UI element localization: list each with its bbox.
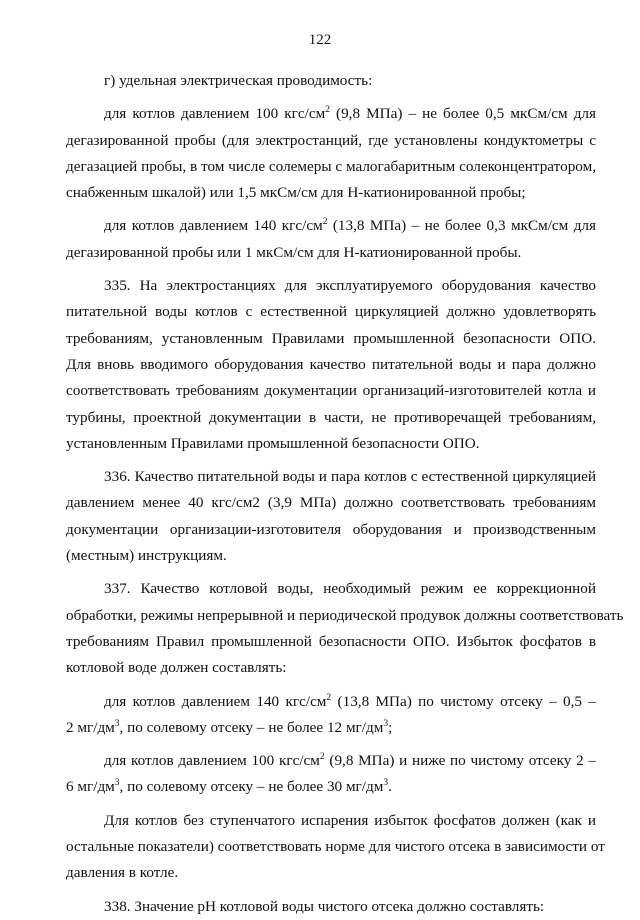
superscript: 2 (319, 752, 325, 763)
text-line (66, 715, 596, 741)
superscript: 3 (383, 778, 389, 789)
text-line: требованиям, установленным Правилами промышленной безопасности ОПО. (66, 329, 596, 347)
text-segment: для котлов давлением 140 кгс/см (104, 217, 323, 235)
text-line: питательной воды котлов с естественной циркуляцией должно удовлетворять (66, 303, 596, 321)
text-segment: для котлов давлением 100 кгс/см (104, 752, 320, 770)
superscript: 2 (322, 217, 328, 228)
text-line: дегазированной пробы или 1 мкСм/см для Н-катионированной пробы. (66, 243, 522, 261)
text-line: требованиям Правил промышленной безопасности ОПО. Избыток фосфатов в (66, 632, 596, 650)
text-line: турбины, проектной документации в части, не противоречащей требованиям, (66, 408, 596, 426)
text-line: 337. Качество котловой воды, необходимый режим ее коррекционной (104, 580, 596, 598)
superscript: 3 (114, 778, 120, 789)
text-line: дегазацией пробы, в том числе солемеры с малогабаритным солеконцентратором, (66, 157, 596, 175)
text-line: снабженным шкалой) или 1,5 мкСм/см для Н-катионированной пробы; (66, 184, 526, 202)
page-number: 122 (308, 32, 332, 48)
text-line: Для вновь вводимого оборудования качество питательной воды и пара должно (66, 355, 596, 373)
text-line: соответствовать требованиям документации организаций-изготовителей котла и (66, 382, 596, 400)
text-line: Для котлов без ступенчатого испарения избыток фосфатов должен (как и (104, 811, 596, 829)
text-segment: для котлов давлением 140 кгс/см (104, 692, 327, 710)
text-segment: 6 мг/дм (66, 778, 115, 796)
text-line: (местным) инструкциям. (66, 547, 227, 565)
text-line: обработки, режимы непрерывной и периодической продувок должны соответствовать (66, 606, 624, 624)
text-segment: (13,8 МПа) по чистому отсеку – 0,5 – (331, 692, 596, 710)
text-segment: для котлов давлением 100 кгс/см (104, 105, 326, 123)
text-line: остальные показатели) соответствовать норме для чистого отсека в зависимости от (66, 838, 605, 856)
text-line (66, 748, 596, 774)
text-line: котловой воде должен составлять: (66, 659, 287, 677)
text-segment: (9,8 МПа) и ниже по чистому отсеку 2 – (324, 752, 596, 770)
text-segment: 2 мг/дм (66, 718, 115, 736)
text-line (66, 101, 596, 127)
text-line: установленным Правилами промышленной безопасности ОПО. (66, 434, 480, 452)
text-line (66, 689, 596, 715)
text-segment: (9,8 МПа) – не более 0,5 мкСм/см для (329, 105, 596, 123)
text-line: г) удельная электрическая проводимость: (104, 72, 373, 89)
text-segment: , по солевому отсеку – не более 12 мг/дм (119, 718, 384, 736)
superscript: 3 (114, 718, 120, 729)
body-text (66, 68, 624, 920)
text-segment: (13,8 МПа) – не более 0,3 мкСм/см для (327, 217, 596, 235)
text-line: давлением менее 40 кгс/см2 (3,9 МПа) должно соответствовать требованиям (66, 494, 596, 512)
text-line: давления в котле. (66, 864, 179, 882)
text-line: 335. На электростанциях для эксплуатируемого оборудования качество (104, 277, 596, 295)
text-line: дегазированной пробы (для электростанций, где установлены кондуктометры с (66, 131, 596, 149)
text-line (66, 774, 596, 800)
text-line (66, 213, 596, 239)
text-line: 338. Значение pH котловой воды чистого отсека должно составлять: (104, 897, 545, 915)
text-segment: ; (388, 718, 393, 736)
superscript: 2 (326, 692, 332, 703)
superscript: 2 (325, 105, 330, 116)
text-line: 336. Качество питательной воды и пара котлов с естественной циркуляцией (104, 468, 596, 486)
text-line: документации организации-изготовителя оборудования и производственным (66, 520, 596, 538)
superscript: 3 (383, 718, 389, 729)
text-segment: , по солевому отсеку – не более 30 мг/дм (119, 778, 384, 796)
text-segment: . (388, 778, 392, 796)
